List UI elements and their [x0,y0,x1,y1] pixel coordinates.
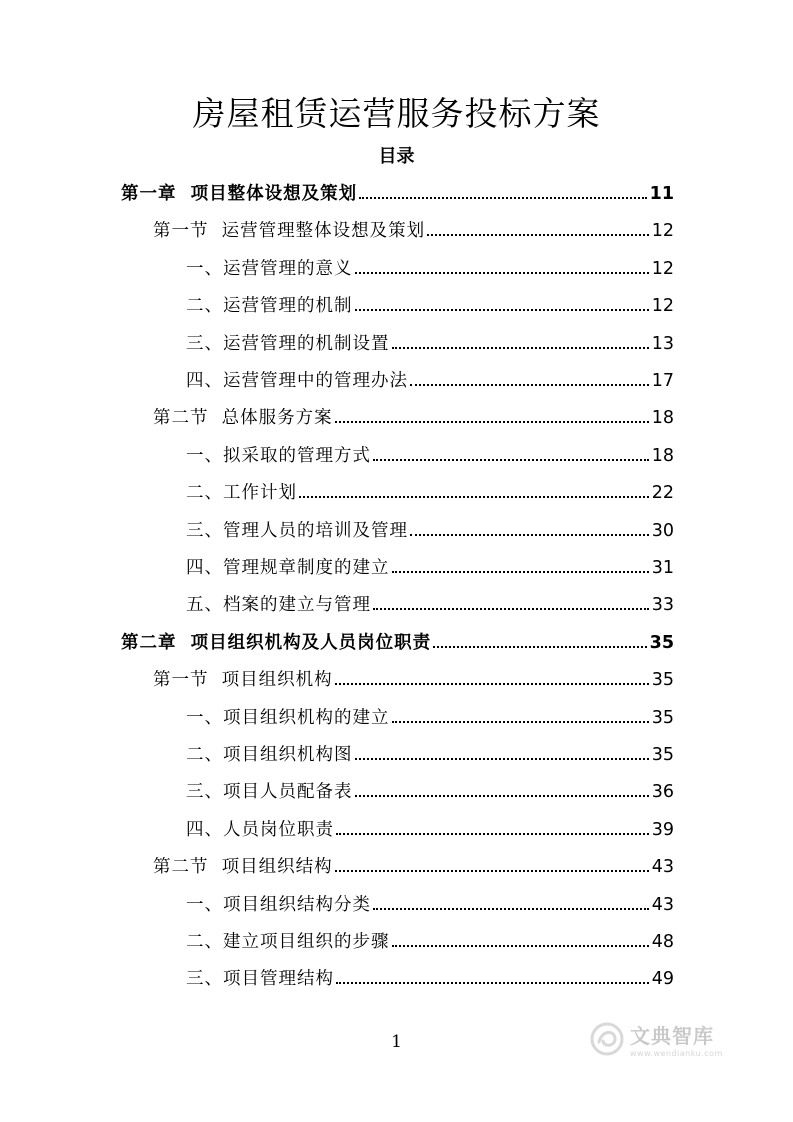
toc-entry[interactable] [121,625,674,662]
toc-leader-dots [410,533,649,536]
toc-entry-page: 35 [651,707,674,728]
toc-leader-dots [299,495,649,498]
toc-entry-page: 43 [651,857,674,878]
watermark [590,1020,723,1058]
toc-entry[interactable] [186,961,674,998]
toc-entry-label: 三、管理人员的培训及管理 [186,520,408,541]
toc-entry[interactable] [186,812,674,849]
toc-entry-page: 13 [651,333,674,354]
toc-leader-dots [392,720,649,723]
toc-entry-page: 12 [651,296,674,317]
toc-entry[interactable] [186,438,674,475]
page-number: 1 [391,1032,402,1052]
toc-entry[interactable] [153,400,674,437]
toc-leader-dots [392,570,649,573]
toc-entry-page: 12 [651,221,674,242]
toc-entry-page: 35 [651,745,674,765]
watermark-name: 文典智库 [630,1024,714,1048]
toc-leader-dots [336,832,649,835]
toc-entry-label: 一、拟采取的管理方式 [186,445,371,466]
toc-leader-dots [373,907,649,910]
toc-entry-label: 第二节 项目组织结构 [153,857,333,878]
toc-leader-dots [335,420,649,423]
toc-entry-label: 三、项目人员配备表 [186,782,353,803]
toc-entry-page: 17 [651,371,674,391]
toc-entry[interactable] [153,662,674,699]
toc-leader-dots [433,645,646,648]
toc-entry-page: 39 [651,819,674,840]
toc-entry-label: 三、项目管理结构 [186,969,334,990]
toc-entry[interactable] [186,288,674,325]
toc-entry-label: 第一节 运营管理整体设想及策划 [153,221,426,242]
document-title: 房屋租赁运营服务投标方案 [192,94,601,133]
toc-entry-page: 18 [651,408,674,429]
toc-leader-dots [410,383,649,386]
toc-entry[interactable] [153,213,674,250]
toc-entry-page: 48 [651,932,674,952]
toc-entry[interactable] [186,363,674,400]
toc-entry-label: 五、档案的建立与管理 [186,595,371,616]
toc-leader-dots [359,196,646,199]
toc-entry[interactable] [186,513,674,550]
toc-entry-label: 一、项目组织机构的建立 [186,707,390,728]
toc-entry-label: 二、建立项目组织的步骤 [186,932,390,952]
toc-entry[interactable] [186,251,674,288]
toc-entry[interactable] [186,475,674,512]
toc-leader-dots [392,944,649,947]
toc-leader-dots [336,981,649,984]
toc-entry-label: 第一章 项目整体设想及策划 [121,184,358,204]
toc-entry-page: 49 [651,969,674,990]
toc-entry-page: 22 [651,483,674,504]
toc-leader-dots [335,682,649,685]
toc-leader-dots [427,233,649,236]
toc-entry-page: 11 [649,184,674,204]
toc-entry-label: 第二章 项目组织机构及人员岗位职责 [121,632,432,653]
toc-entry[interactable] [153,849,674,886]
toc-entry-page: 43 [651,894,674,915]
toc-leader-dots [373,607,649,610]
toc-entry-label: 二、工作计划 [186,483,297,504]
swirl-logo-icon [590,1022,624,1056]
toc-entry-label: 一、运营管理的意义 [186,258,353,279]
toc-entry-page: 35 [651,670,674,691]
watermark-site: www.wendianku.com [630,1049,723,1058]
toc-heading: 目录 [378,146,415,167]
toc-entry[interactable] [186,774,674,811]
toc-entry[interactable] [186,326,674,363]
toc-entry-page: 35 [649,632,674,653]
toc-entry[interactable] [186,887,674,924]
toc-entry-label: 第二节 总体服务方案 [153,408,333,429]
toc-entry-label: 四、管理规章制度的建立 [186,558,390,578]
toc-entry[interactable] [186,924,674,961]
toc-entry-label: 四、运营管理中的管理办法 [186,371,408,391]
toc-leader-dots [355,757,649,760]
toc-entry[interactable] [121,176,674,213]
toc-entry-page: 18 [651,445,674,466]
toc-entry-page: 12 [651,258,674,279]
toc-leader-dots [355,308,649,311]
toc-entry-label: 三、运营管理的机制设置 [186,333,390,354]
toc-entry[interactable] [186,737,674,774]
toc-entry-page: 30 [651,520,674,541]
toc-entry-page: 31 [651,558,674,578]
toc-entry[interactable] [186,587,674,624]
toc-leader-dots [392,346,649,349]
toc-leader-dots [355,271,649,274]
toc-entry-label: 二、项目组织机构图 [186,745,353,765]
toc-entry-label: 二、运营管理的机制 [186,296,353,317]
toc-entry-label: 第一节 项目组织机构 [153,670,333,691]
toc-leader-dots [373,458,649,461]
toc-entry-page: 33 [651,595,674,616]
toc-entry[interactable] [186,700,674,737]
toc-leader-dots [335,869,649,872]
toc-entry-label: 四、人员岗位职责 [186,819,334,840]
toc-entry-page: 36 [651,782,674,803]
toc-leader-dots [355,794,649,797]
toc-entry-label: 一、项目组织结构分类 [186,894,371,915]
toc-entry[interactable] [186,550,674,587]
